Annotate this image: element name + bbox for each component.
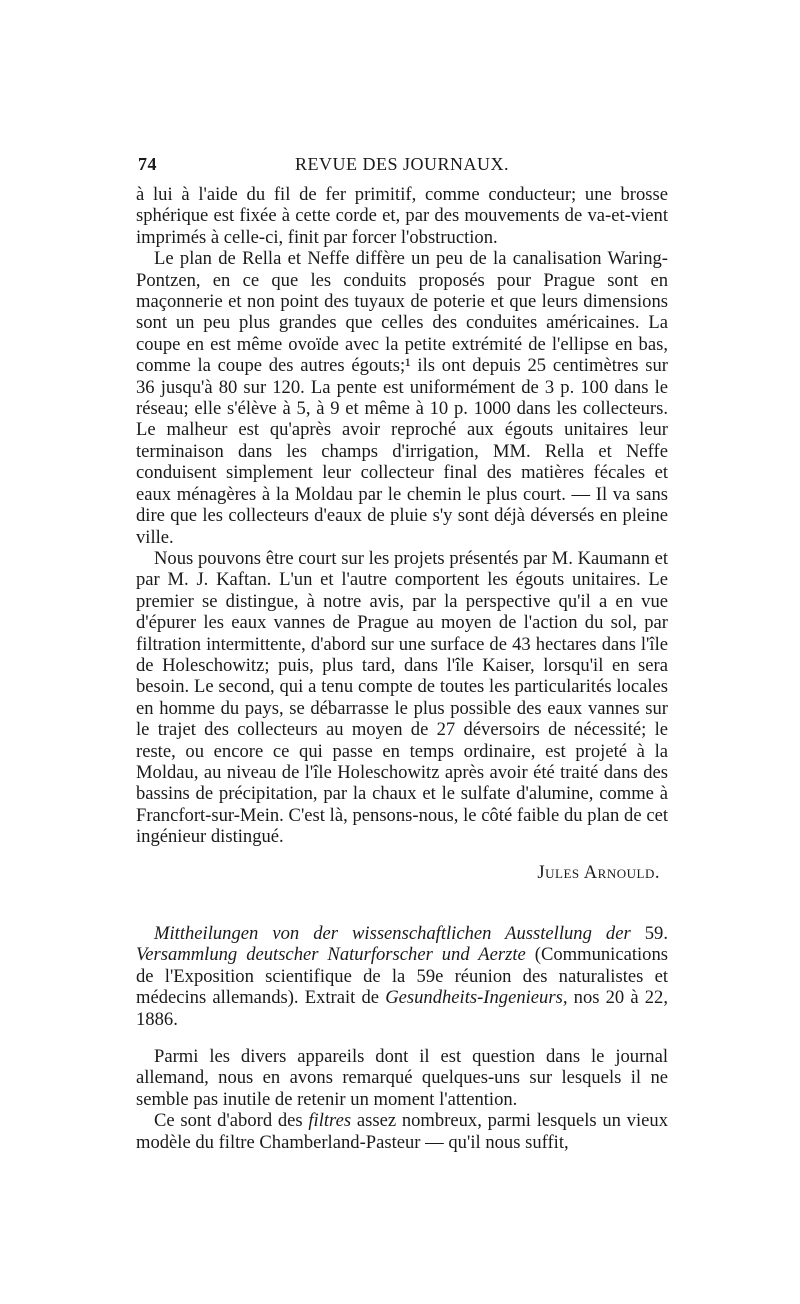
running-title: REVUE DES JOURNAUX. xyxy=(294,154,509,174)
paragraph-emphasis: filtres xyxy=(308,1110,352,1132)
document-page xyxy=(136,150,668,1153)
review-source: Gesundheits-Ingenieurs, xyxy=(385,987,568,1009)
review-source-issue: nos 20 à 22, 1886. xyxy=(136,987,668,1030)
paragraph: à lui à l'aide du fil de fer primitif, comme conducteur; une brosse sphérique est fixée à cette corde et, par des mouvements de va-et-vient imprimés à celle-ci, finit par forcer l'obstruction. xyxy=(136,184,668,248)
paragraph xyxy=(136,1110,668,1153)
paragraph: Parmi les divers appareils dont il est question dans le journal allemand, nous en avons remarqué quelques-uns sur lesquels il ne semble pas inutile de retenir un moment l'attention. xyxy=(136,1046,668,1110)
review-title-number: 59. xyxy=(644,923,668,944)
author-signature: Jules Arnould. xyxy=(537,861,660,883)
review-title: Mittheilungen von der wissenschaftlichen Ausstellung der xyxy=(154,923,631,944)
review-description: (Communications de l'Exposition scientifique de la 59e réunion des naturalistes et médecins allemands). Extrait de xyxy=(136,944,668,1009)
page-number: 74 xyxy=(138,154,157,174)
paragraph: Nous pouvons être court sur les projets présentés par M. Kaumann et par M. J. Kaftan. L'un et l'autre comportent les égouts unitaires. Le premier se distingue, à notre avis, par la perspective qu'il a en vue d'épurer les eaux vannes de Prague au moyen de l'action du sol, par filtration intermittente, d'abord sur une surface de 43 hectares dans l'île de Holeschowitz; puis, plus tard, dans l'île Kaiser, lorsqu'il en sera besoin. Le second, qui a tenu compte de toutes les particularités locales en homme du pays, se débarrasse le plus possible des eaux vannes sur le trajet des collecteurs au moyen de 27 déversoirs de nécessité; le reste, ou encore ce qui passe en temps ordinaire, est projeté à la Moldau, au niveau de l'île Holeschowitz après avoir été traité dans des bassins de précipitation, par la chaux et le sulfate d'alumine, comme à Francfort-sur-Mein. C'est là, pensons-nous, le côté faible du plan de cet ingénieur distingué. xyxy=(136,547,668,848)
spacer xyxy=(136,1030,668,1046)
page-header xyxy=(136,150,668,180)
review-title-continued: Versammlung deutscher Naturforscher und Aerzte xyxy=(136,944,526,966)
paragraph-text: Ce sont d'abord des xyxy=(154,1110,303,1132)
review-heading xyxy=(136,923,668,1030)
paragraph: Le plan de Rella et Neffe diffère un peu de la canalisation Waring-Pontzen, en ce que les conduits proposés pour Prague sont en maçonnerie et non point des tuyaux de poterie et que leurs dimensions sont un peu plus grandes que celles des conduites américaines. La coupe en est même ovoïde avec la petite extrémité de l'ellipse en bas, comme la coupe des autres égouts;¹ ils ont depuis 25 centimètres sur 36 jusqu'à 80 sur 120. La pente est uniformément de 3 p. 100 dans le réseau; elle s'élève à 5, à 9 et même à 10 p. 1000 dans les collecteurs. Le malheur est qu'après avoir reproché aux égouts unitaires leur terminaison dans les champs d'irrigation, MM. Rella et Neffe conduisent simplement leur collecteur final des matières fécales et eaux ménagères à la Moldau par le chemin le plus court. — Il va sans dire que les collecteurs d'eaux de pluie s'y sont déjà déversés en pleine ville. xyxy=(136,248,668,548)
article-body xyxy=(136,184,668,1153)
paragraph-text: assez nombreux, parmi lesquels un vieux modèle du filtre Chamberland-Pasteur — qu'il nous suffit, xyxy=(136,1110,668,1153)
